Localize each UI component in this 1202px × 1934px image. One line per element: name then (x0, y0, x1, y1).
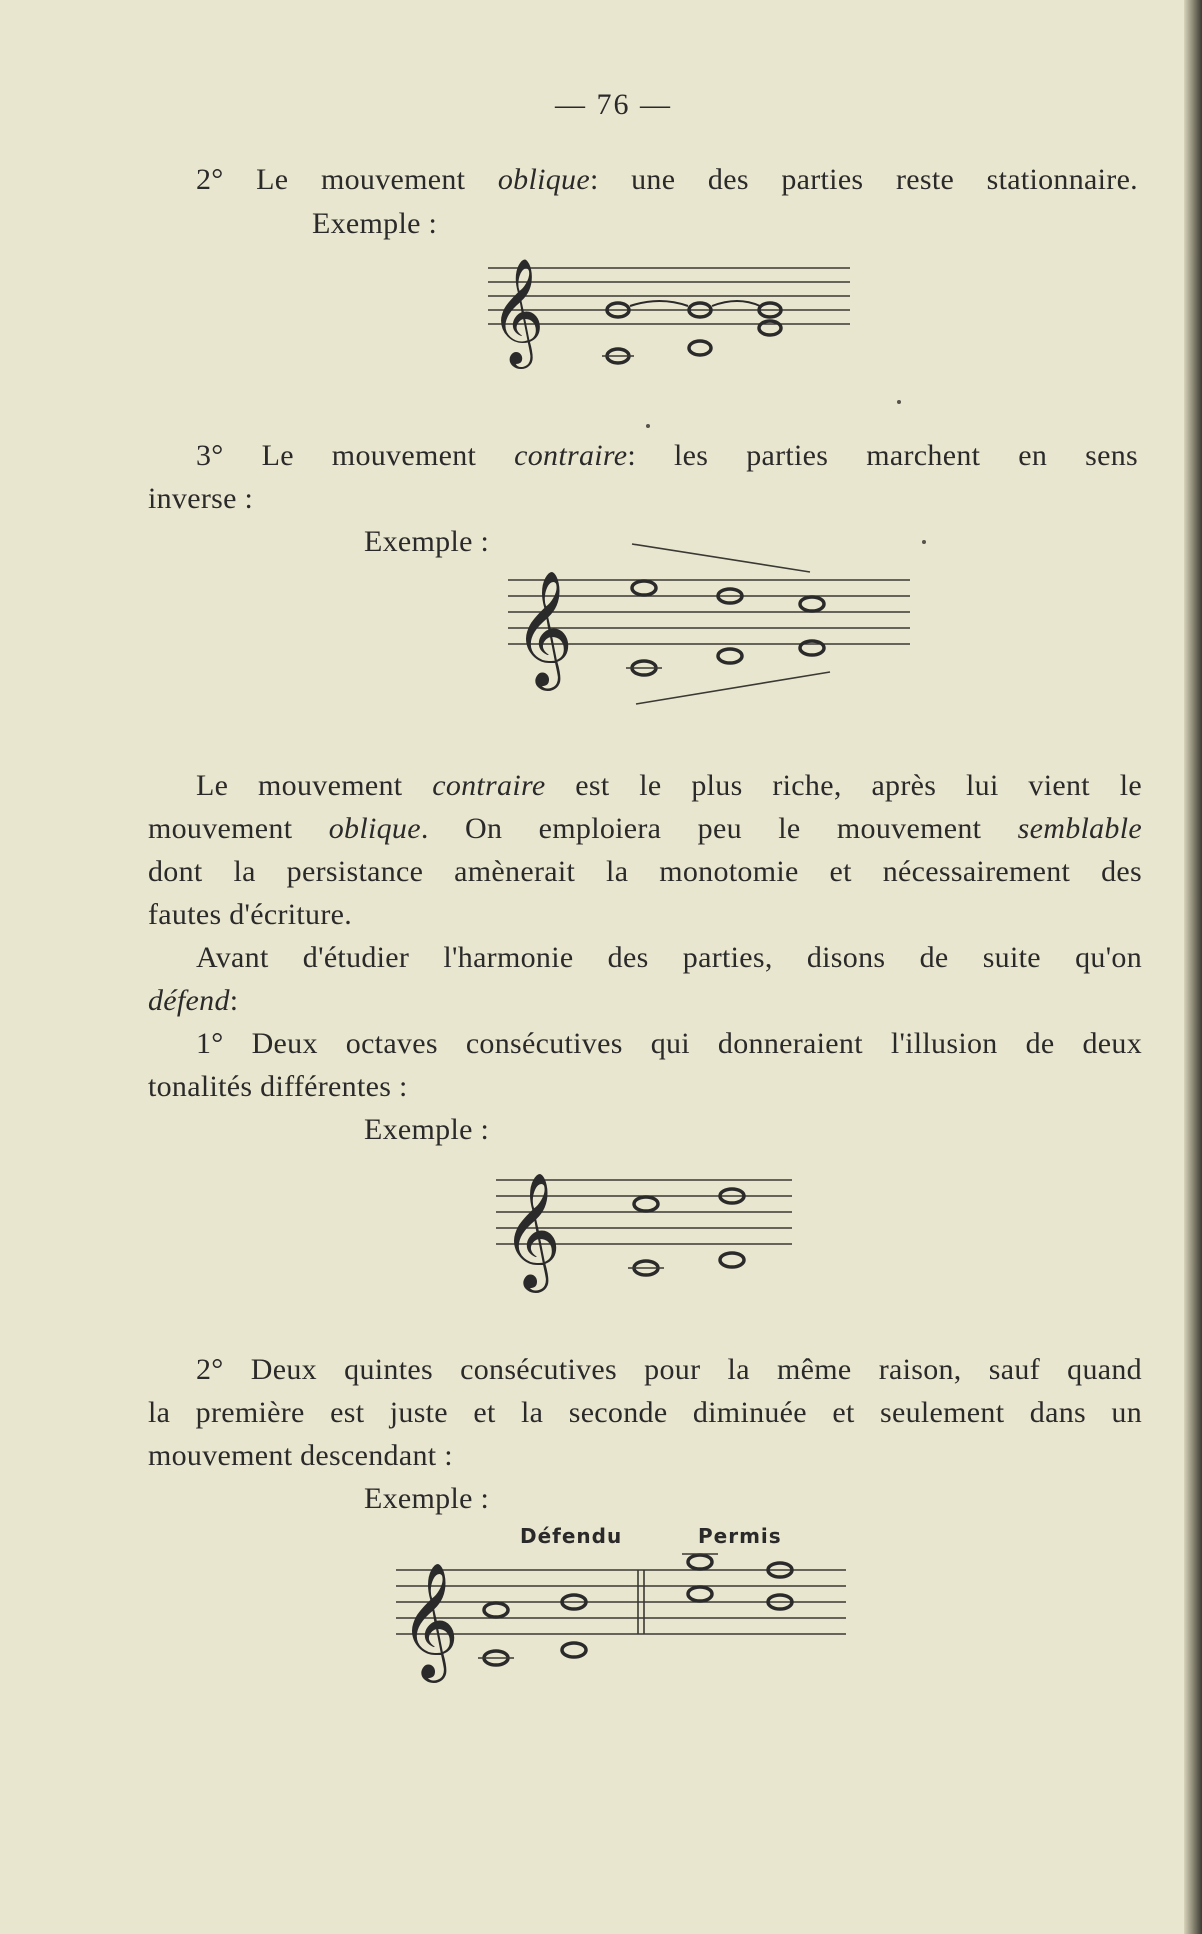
paragraph-2-line-1: Avant d'étudier l'harmonie des parties, disons de suite qu'on (196, 941, 1142, 974)
treble-clef-icon: 𝄞 (514, 569, 574, 686)
rule-1-line-2: tonalités différentes : (148, 1070, 408, 1103)
whole-note (800, 641, 824, 655)
p2-term-defend: défend (148, 984, 230, 1017)
treble-clef-icon: 𝄞 (502, 1171, 562, 1288)
whole-note (718, 649, 742, 663)
paragraph-1-line-3: dont la persistance amènerait la monotomie et nécessairement des (148, 855, 1142, 888)
tie (630, 301, 688, 306)
music-example-contraire (500, 532, 920, 722)
contraire-term: contraire (514, 439, 628, 472)
whole-note (800, 597, 824, 611)
page-edge-shadow (1184, 0, 1202, 1934)
whole-note (632, 581, 656, 595)
p1-mouvement: mouvement (148, 812, 293, 845)
contraire-number: 3° (196, 439, 224, 472)
rule-2-line-1: 2° Deux quintes consécutives pour la même raison, sauf quand (196, 1353, 1142, 1386)
contraire-heading (196, 434, 1138, 477)
p2-colon: : (229, 984, 239, 1017)
speck (646, 424, 650, 428)
whole-note (688, 1587, 712, 1601)
oblique-heading (196, 158, 1138, 201)
music-example-oblique (470, 256, 850, 376)
oblique-lead: Le mouvement (256, 163, 466, 196)
whole-note (720, 1253, 744, 1267)
p1-term-semblable: semblable (1017, 812, 1142, 845)
oblique-number: 2° (196, 163, 224, 196)
whole-note (484, 1603, 508, 1617)
whole-note (688, 1555, 712, 1569)
whole-note (689, 341, 711, 355)
music-example-fifths (394, 1548, 854, 1678)
converging-line (632, 544, 810, 572)
contraire-rest: : les parties marchent en sens (627, 439, 1138, 472)
rule-2-line-2: la première est juste et la seconde diminuée et seulement dans un (148, 1396, 1142, 1429)
oblique-example-label: Exemple : (312, 207, 438, 240)
oblique-term: oblique (497, 163, 590, 196)
contraire-example-label: Exemple : (364, 525, 490, 558)
tie (712, 301, 760, 306)
p1-term-contraire: contraire (432, 769, 546, 802)
rule-2-line-3: mouvement descendant : (148, 1439, 453, 1472)
p1-term-oblique: oblique (328, 812, 421, 845)
rule-2-example-label: Exemple : (364, 1482, 490, 1515)
oblique-rest: : une des parties reste stationnaire. (589, 163, 1138, 196)
paragraph-1-line-4: fautes d'écriture. (148, 898, 353, 931)
treble-clef-icon: 𝄞 (490, 257, 545, 364)
speck (922, 540, 926, 544)
rule-1-line-1: 1° Deux octaves consécutives qui donneraient l'illusion de deux (196, 1027, 1142, 1060)
p1-rest: est le plus riche, après lui vient le (575, 769, 1142, 802)
paragraph-1-line-1 (196, 764, 1142, 807)
contraire-lead: Le mouvement (261, 439, 477, 472)
music-example-octaves (492, 1164, 802, 1288)
contraire-line2: inverse : (148, 482, 254, 515)
p1-middle: . On emploiera peu le mouvement (420, 812, 982, 845)
treble-clef-icon: 𝄞 (400, 1561, 460, 1678)
label-defendu: Défendu (520, 1524, 623, 1548)
p1-lead: Le mouvement (196, 769, 403, 802)
whole-note (759, 321, 781, 335)
page-number: — 76 — (555, 88, 672, 121)
paragraph-1-line-2 (148, 807, 1142, 850)
speck (897, 400, 901, 404)
whole-note (562, 1643, 586, 1657)
whole-note (634, 1197, 658, 1211)
rule-1-example-label: Exemple : (364, 1113, 490, 1146)
paragraph-2-line-2 (148, 979, 238, 1022)
converging-line (636, 672, 830, 704)
label-permis: Permis (698, 1524, 782, 1548)
